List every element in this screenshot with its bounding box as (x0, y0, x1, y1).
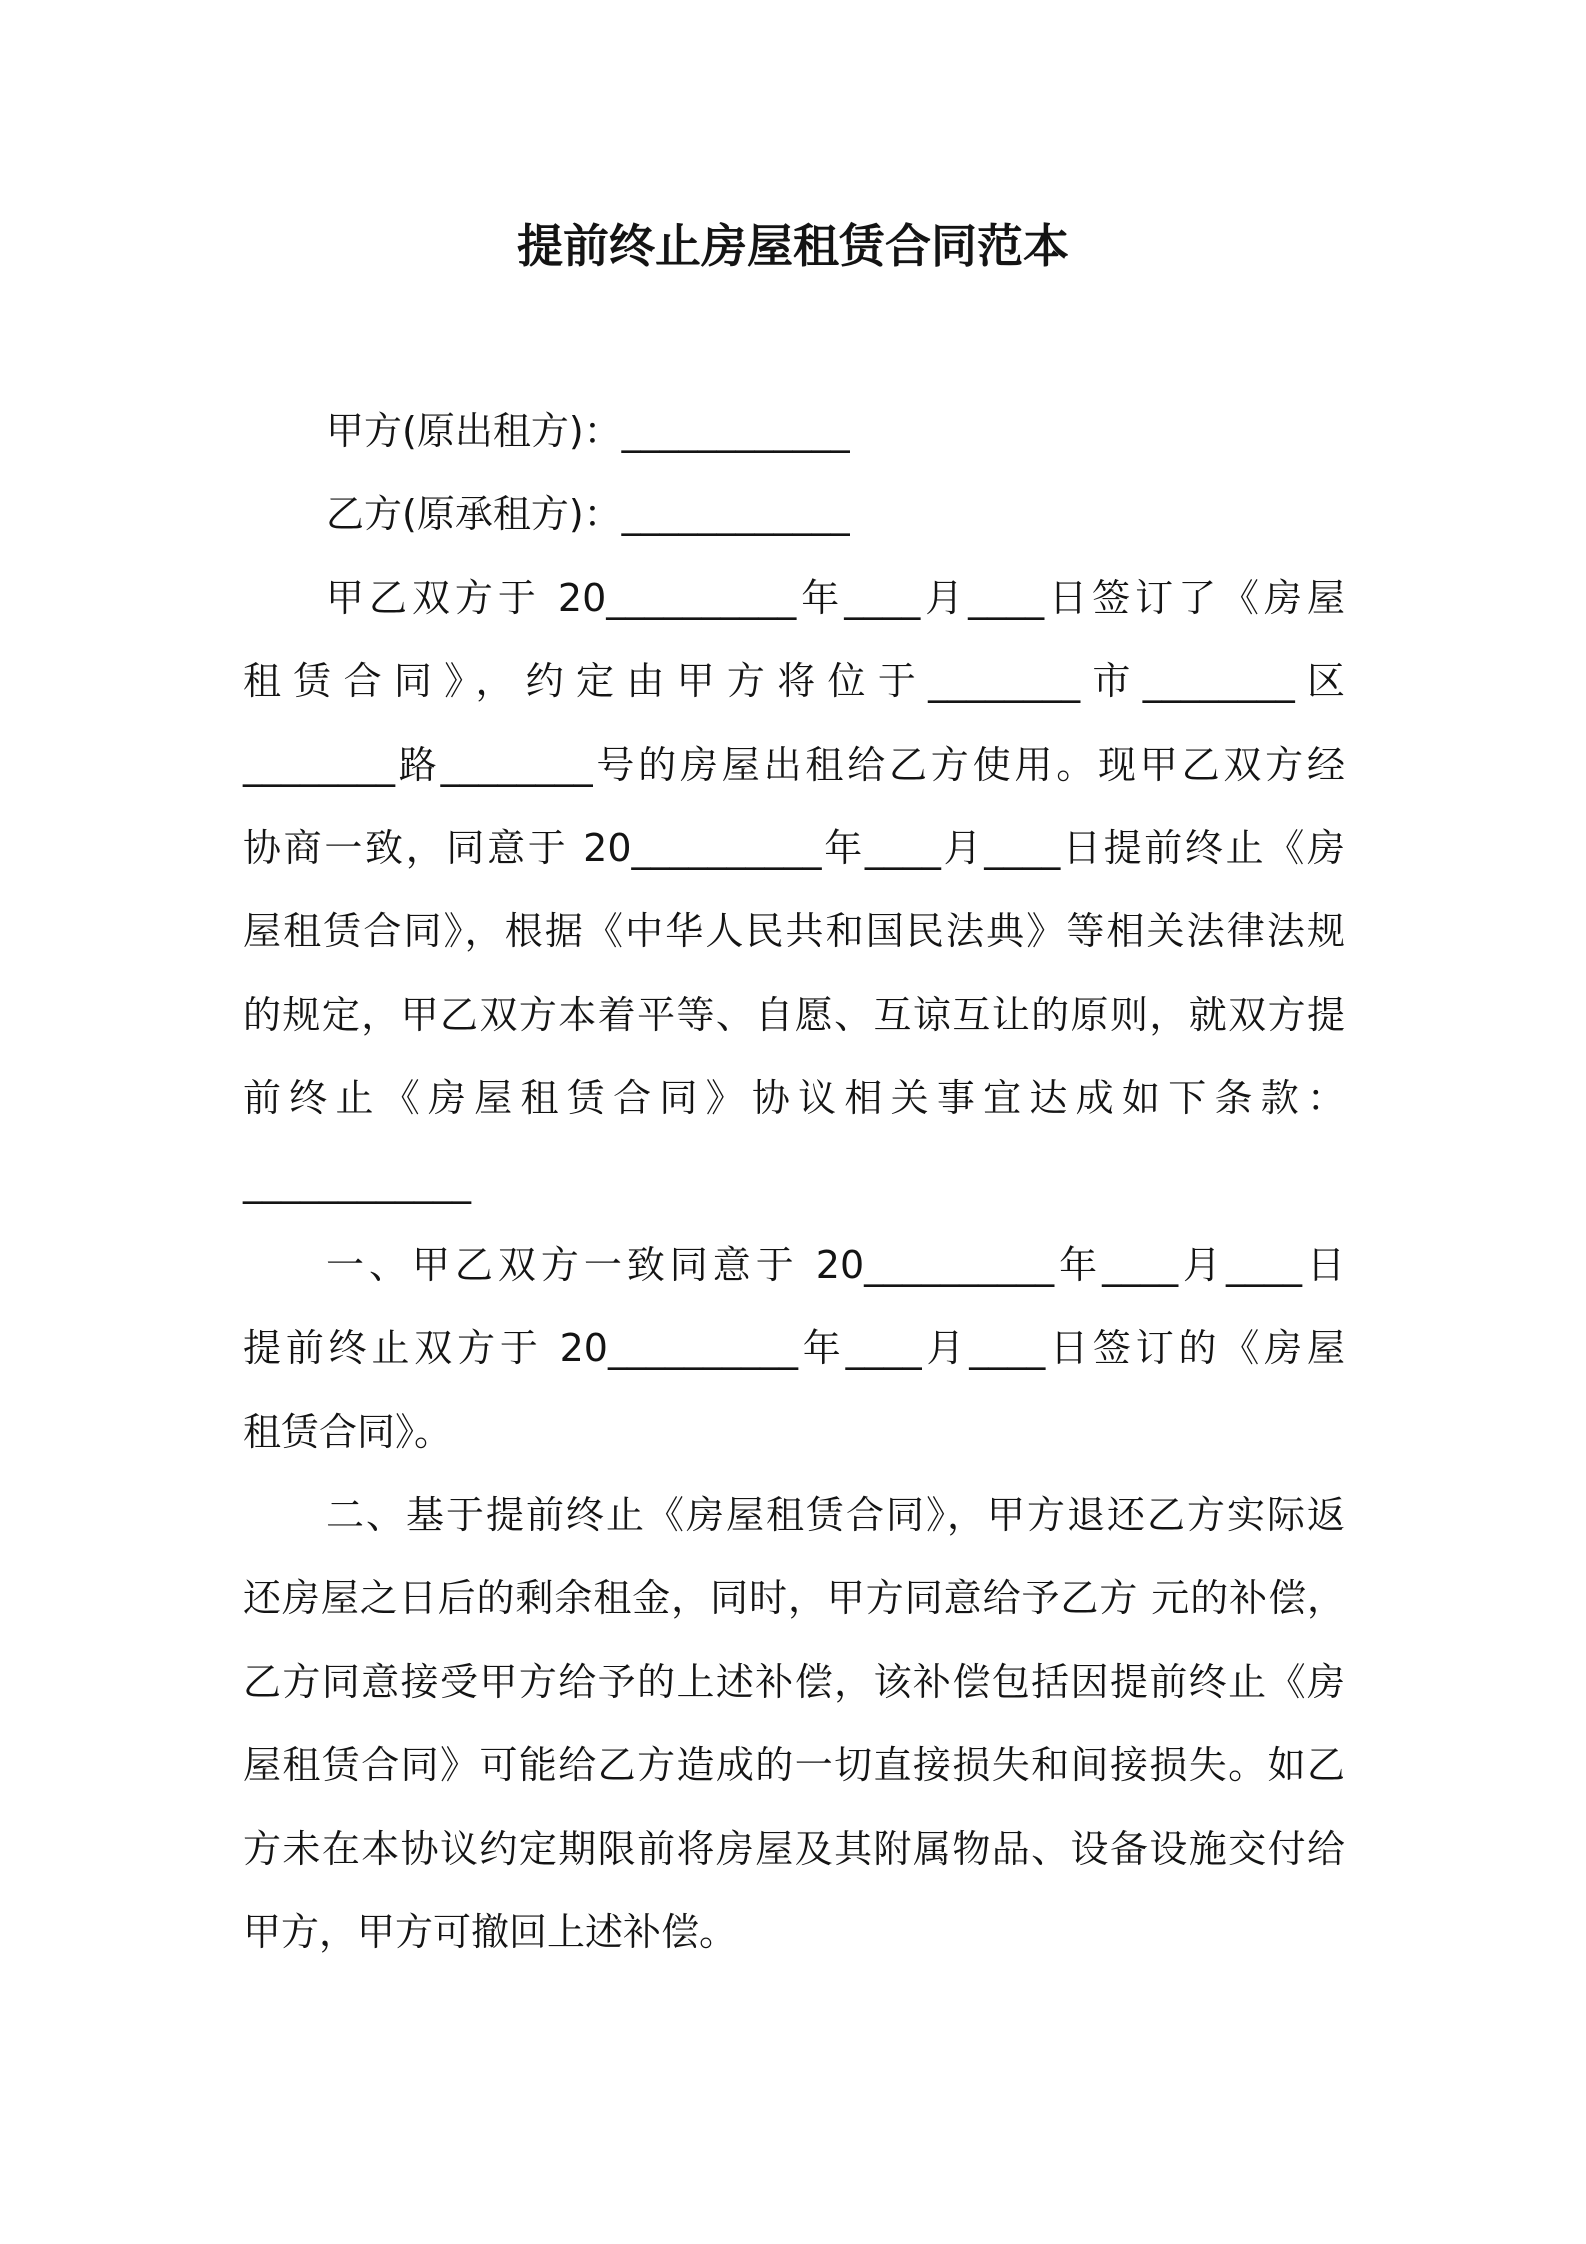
text-line: 的规定，甲乙双方本着平等、自愿、互谅互让的原则，就双方提 (243, 992, 1345, 1037)
text-line: ________路________号的房屋出租给乙方使用。现甲乙双方经 (243, 742, 1345, 787)
blank-fill-line: ____________ (243, 1159, 471, 1204)
party-b-line: 乙方(原承租方)：____________ (326, 492, 850, 537)
document-body (243, 390, 1345, 1974)
clause-2-paragraph (243, 1474, 1345, 1974)
text-line: 乙方同意接受甲方给予的上述补偿，该补偿包括因提前终止《房 (243, 1659, 1345, 1704)
text-line: 屋租赁合同》，根据《中华人民共和国民法典》等相关法律法规 (243, 909, 1345, 954)
party-a-line: 甲方(原出租方)：____________ (326, 409, 850, 453)
text-line: 租赁合同》，约定由甲方将位于________市________区 (243, 659, 1345, 704)
text-line: 甲方，甲方可撤回上述补偿。 (243, 1910, 738, 1955)
text-line: 前终止《房屋租赁合同》协议相关事宜达成如下条款： (243, 1076, 1345, 1121)
text-line: 二、基于提前终止《房屋租赁合同》，甲方退还乙方实际返 (326, 1493, 1345, 1538)
text-line: 方未在本协议约定期限前将房屋及其附属物品、设备设施交付给 (243, 1826, 1345, 1871)
preamble-paragraph (243, 557, 1345, 1224)
text-line: 租赁合同》。 (243, 1409, 453, 1454)
text-line: 屋租赁合同》可能给乙方造成的一切直接损失和间接损失。如乙 (243, 1743, 1345, 1788)
clause-1-paragraph (243, 1224, 1345, 1474)
text-line: 协商一致，同意于 20__________年____月____日提前终止《房 (243, 825, 1345, 870)
document-title: 提前终止房屋租赁合同范本 (517, 219, 1069, 273)
text-line: 甲乙双方于 20__________年____月____日签订了《房屋 (326, 575, 1345, 620)
text-line: 一、甲乙双方一致同意于 20__________年____月____日 (326, 1242, 1345, 1287)
text-line: 还房屋之日后的剩余租金，同时，甲方同意给予乙方 元的补偿， (243, 1576, 1345, 1621)
text-line: 提前终止双方于 20__________年____月____日签订的《房屋 (243, 1326, 1345, 1371)
